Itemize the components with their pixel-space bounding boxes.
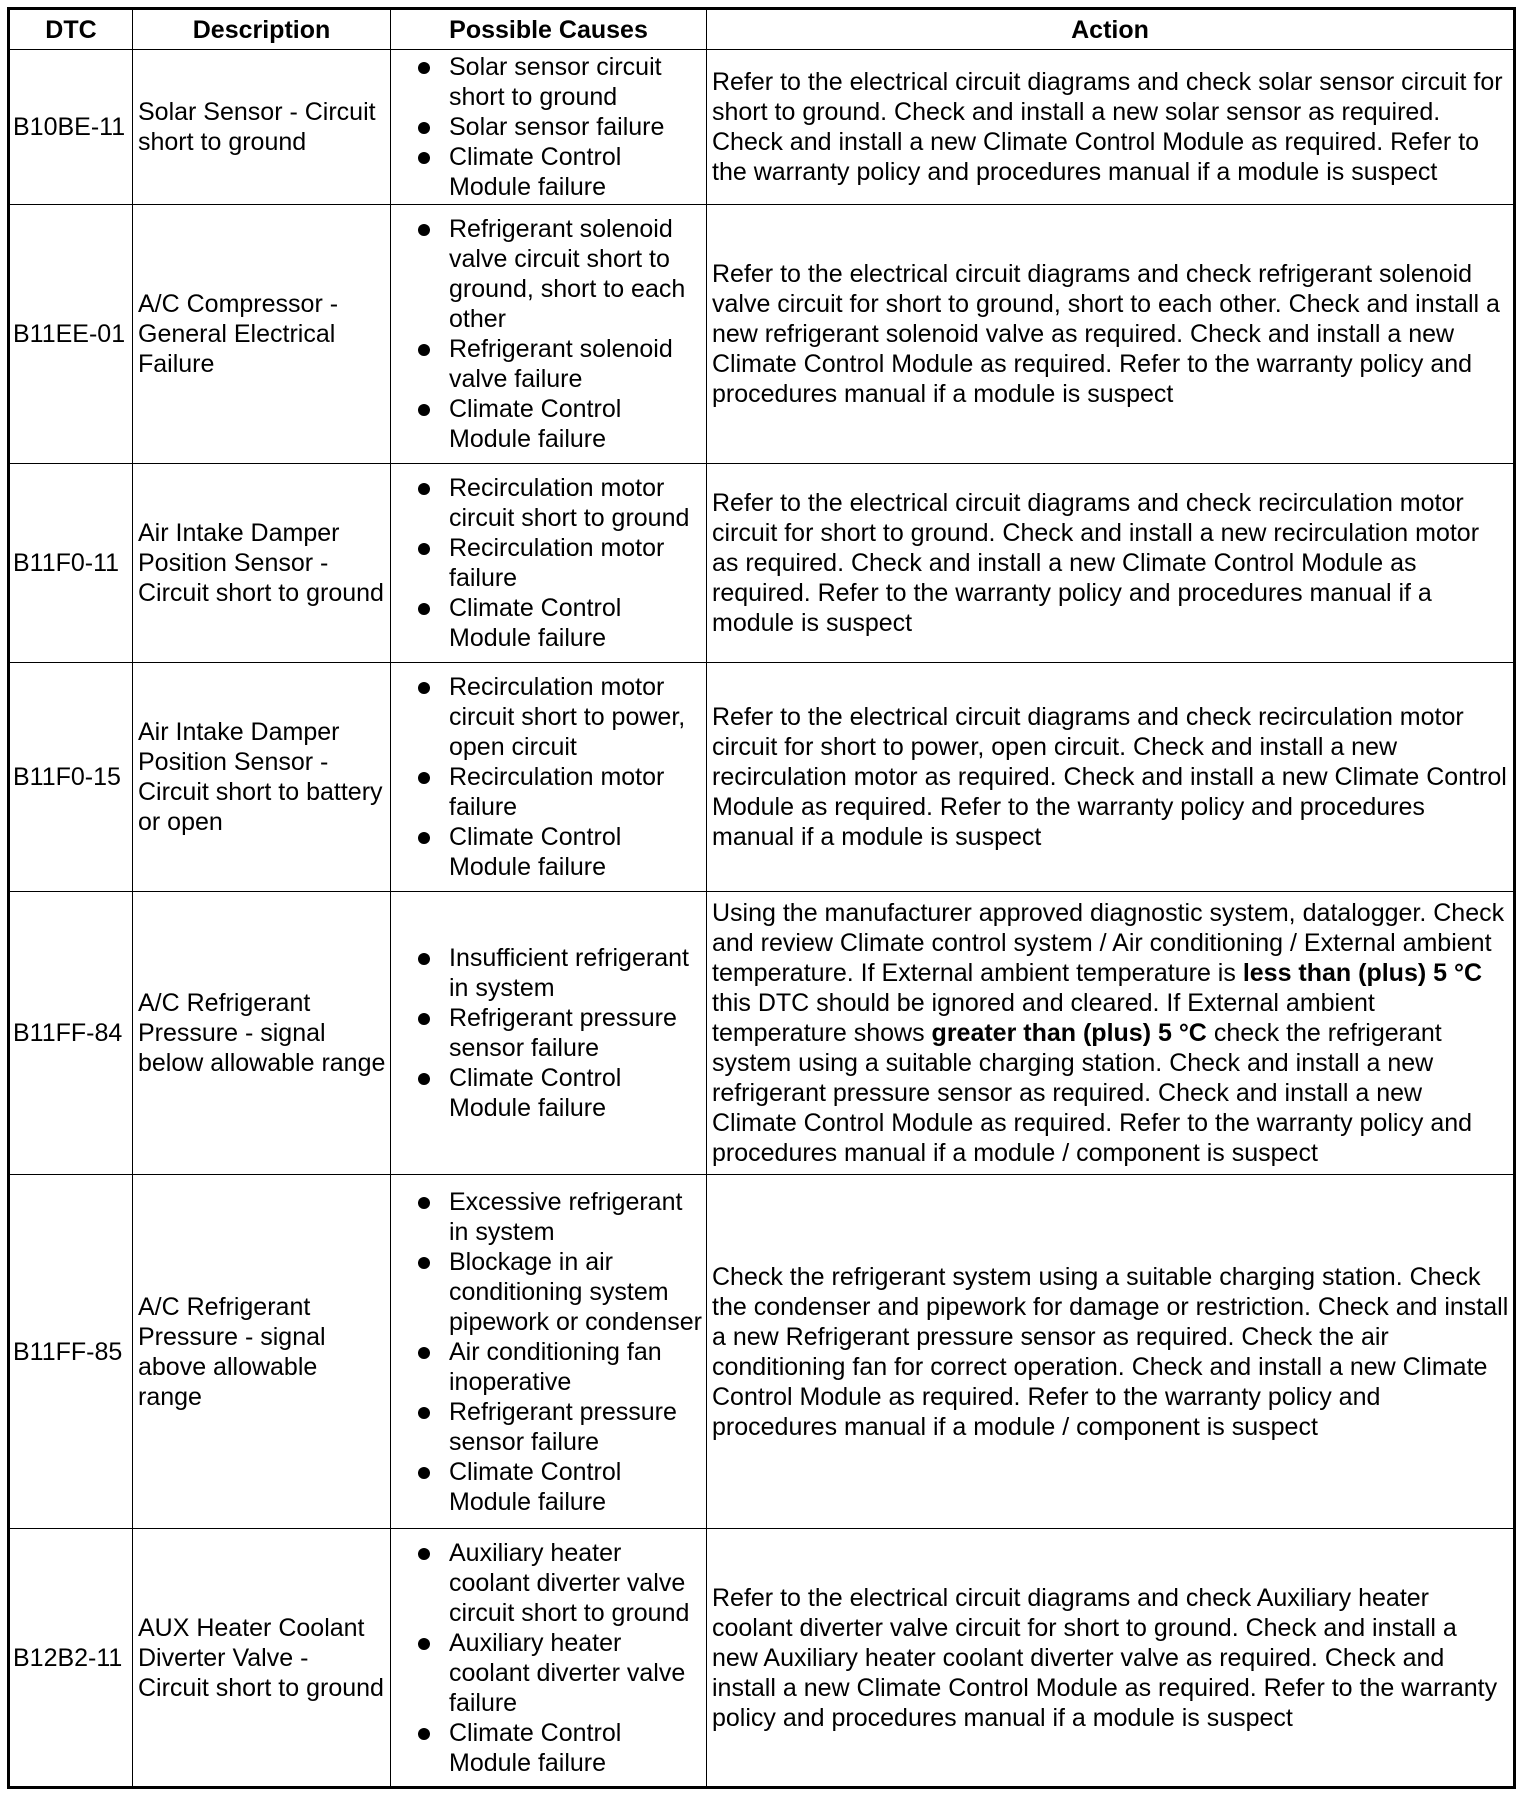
header-row <box>9 9 1515 50</box>
header-action: Action <box>707 9 1515 50</box>
possible-causes <box>391 1175 707 1529</box>
cause-item: Blockage in air conditioning system pipework or condenser <box>396 1247 702 1337</box>
dtc-description: A/C Refrigerant Pressure - signal below allowable range <box>133 892 391 1175</box>
cause-item: Climate Control Module failure <box>396 822 702 882</box>
action-text-part: Using the manufacturer approved diagnostic system, datalogger. Check and review Climate control system / Air conditioning / External ambient temperature. If External ambient temperature is <box>712 899 1505 987</box>
cause-item: Refrigerant pressure sensor failure <box>396 1003 702 1063</box>
cause-item: Refrigerant solenoid valve failure <box>396 334 702 394</box>
action-text: Refer to the electrical circuit diagrams and check refrigerant solenoid valve circuit for short to ground, short to each other. Check and install a new refrigerant solenoid valve as required. Check and install a new Climate Control Module as required. Refer to the warranty policy and procedures manual if a module is suspect <box>707 205 1515 464</box>
possible-causes <box>391 205 707 464</box>
cause-item: Excessive refrigerant in system <box>396 1187 702 1247</box>
cause-item: Recirculation motor circuit short to power, open circuit <box>396 672 702 762</box>
dtc-code: B10BE-11 <box>9 50 133 205</box>
dtc-code: B12B2-11 <box>9 1529 133 1788</box>
dtc-description: Air Intake Damper Position Sensor - Circuit short to battery or open <box>133 663 391 892</box>
cause-item: Refrigerant pressure sensor failure <box>396 1397 702 1457</box>
action-text: Check the refrigerant system using a suitable charging station. Check the condenser and pipework for damage or restriction. Check and install a new Refrigerant pressure sensor as required. Check the air conditioning fan for correct operation. Check and install a new Climate Control Module as required. Refer to the warranty policy and procedures manual if a module / component is suspect <box>707 1175 1515 1529</box>
cause-item: Auxiliary heater coolant diverter valve circuit short to ground <box>396 1538 702 1628</box>
cause-item: Refrigerant solenoid valve circuit short to ground, short to each other <box>396 214 702 334</box>
header-dtc: DTC <box>9 9 133 50</box>
table-row <box>9 1529 1515 1788</box>
action-text: Refer to the electrical circuit diagrams and check recirculation motor circuit for short to power, open circuit. Check and install a new recirculation motor as required. Check and install a new Climate Control Module as required. Refer to the warranty policy and procedures manual if a module is suspect <box>707 663 1515 892</box>
dtc-description: A/C Compressor - General Electrical Failure <box>133 205 391 464</box>
table-row <box>9 1175 1515 1529</box>
cause-item: Recirculation motor circuit short to ground <box>396 473 702 533</box>
cause-item: Climate Control Module failure <box>396 1063 702 1123</box>
dtc-description: Solar Sensor - Circuit short to ground <box>133 50 391 205</box>
dtc-description: Air Intake Damper Position Sensor - Circuit short to ground <box>133 464 391 663</box>
cause-item: Climate Control Module failure <box>396 1718 702 1778</box>
dtc-description: A/C Refrigerant Pressure - signal above allowable range <box>133 1175 391 1529</box>
dtc-code: B11F0-15 <box>9 663 133 892</box>
possible-causes <box>391 892 707 1175</box>
table-row <box>9 205 1515 464</box>
action-text <box>707 892 1515 1175</box>
cause-item: Climate Control Module failure <box>396 394 702 454</box>
cause-item: Solar sensor failure <box>396 112 702 142</box>
action-text: Refer to the electrical circuit diagrams and check solar sensor circuit for short to ground. Check and install a new solar sensor as required. Check and install a new Climate Control Module as required. Refer to the warranty policy and procedures manual if a module is suspect <box>707 50 1515 205</box>
action-text: Refer to the electrical circuit diagrams and check recirculation motor circuit for short to ground. Check and install a new recirculation motor as required. Check and install a new Climate Control Module as required. Refer to the warranty policy and procedures manual if a module is suspect <box>707 464 1515 663</box>
cause-item: Insufficient refrigerant in system <box>396 943 702 1003</box>
action-text-part: check the refrigerant system using a suitable charging station. Check and install a new refrigerant pressure sensor as required. Check and install a new Climate Control Module as required. Refer to the warranty policy and procedures manual if a module / component is suspect <box>712 1019 1473 1167</box>
dtc-code: B11EE-01 <box>9 205 133 464</box>
action-text-part: this DTC should be ignored and cleared. If External ambient temperature shows <box>712 989 1375 1047</box>
action-text: Refer to the electrical circuit diagrams and check Auxiliary heater coolant diverter valve circuit for short to ground. Check and install a new Auxiliary heater coolant diverter valve as required. Check and install a new Climate Control Module as required. Refer to the warranty policy and procedures manual if a module is suspect <box>707 1529 1515 1788</box>
cause-item: Air conditioning fan inoperative <box>396 1337 702 1397</box>
table-row <box>9 892 1515 1175</box>
cause-item: Recirculation motor failure <box>396 762 702 822</box>
dtc-table <box>7 7 1516 1789</box>
cause-item: Auxiliary heater coolant diverter valve failure <box>396 1628 702 1718</box>
cause-item: Climate Control Module failure <box>396 142 702 202</box>
possible-causes <box>391 464 707 663</box>
header-description: Description <box>133 9 391 50</box>
dtc-code: B11FF-84 <box>9 892 133 1175</box>
cause-item: Recirculation motor failure <box>396 533 702 593</box>
action-text-bold: less than (plus) 5 °C <box>1242 959 1483 987</box>
possible-causes <box>391 1529 707 1788</box>
action-text-bold: greater than (plus) 5 °C <box>931 1019 1207 1047</box>
table-row <box>9 663 1515 892</box>
header-possible-causes: Possible Causes <box>391 9 707 50</box>
dtc-code: B11FF-85 <box>9 1175 133 1529</box>
possible-causes <box>391 663 707 892</box>
table-row <box>9 50 1515 205</box>
dtc-description: AUX Heater Coolant Diverter Valve - Circuit short to ground <box>133 1529 391 1788</box>
table-row <box>9 464 1515 663</box>
cause-item: Solar sensor circuit short to ground <box>396 52 702 112</box>
dtc-code: B11F0-11 <box>9 464 133 663</box>
possible-causes <box>391 50 707 205</box>
cause-item: Climate Control Module failure <box>396 1457 702 1517</box>
cause-item: Climate Control Module failure <box>396 593 702 653</box>
